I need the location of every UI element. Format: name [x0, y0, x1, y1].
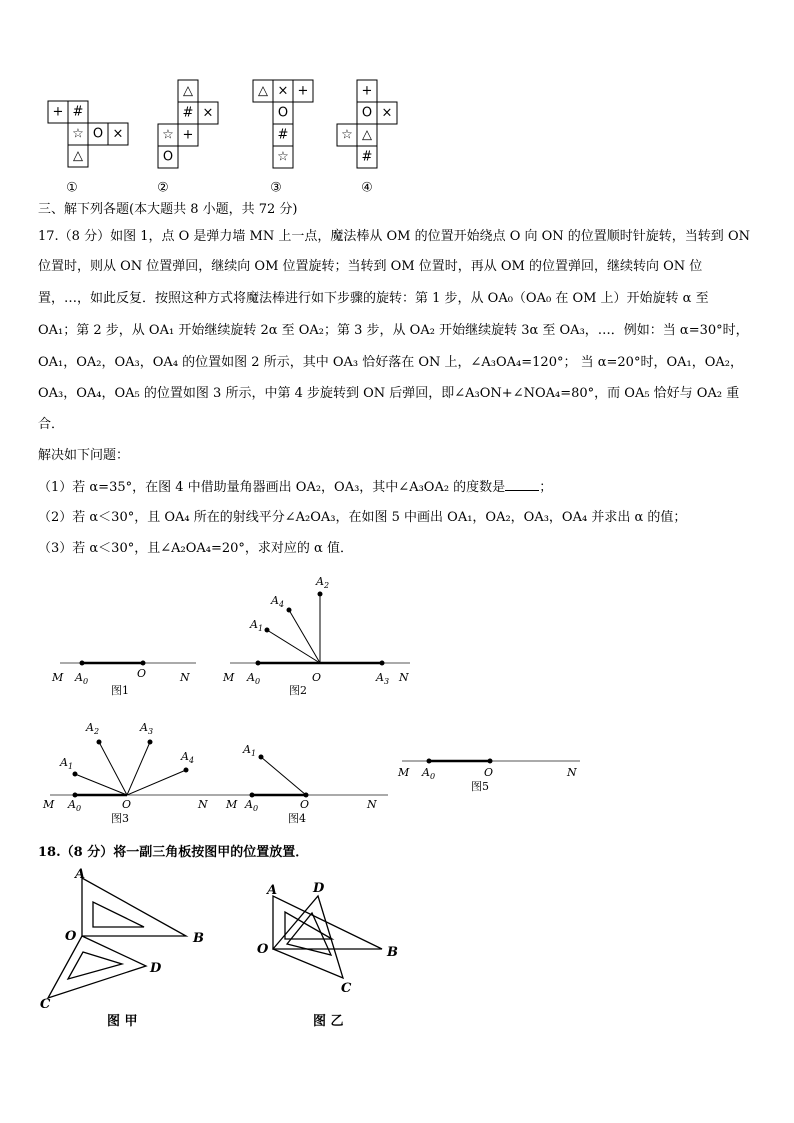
- caption-fig3: 图3: [111, 812, 129, 825]
- label-D: D: [150, 961, 162, 976]
- net4-cell: +: [361, 83, 373, 99]
- label-A1: $A_1$: [60, 756, 74, 771]
- rotation-figures-svg: [0, 570, 794, 830]
- q17-line-7: 合．: [38, 417, 65, 432]
- q17-solve-heading: 解决如下问题：: [38, 448, 130, 463]
- caption-fig4: 图4: [288, 812, 306, 825]
- net3-label: ③: [270, 180, 282, 196]
- caption-fig5: 图5: [471, 780, 489, 793]
- q17-line-3: 置，…，如此反复．按照这种方式将魔法棒进行如下步骤的旋转：第 1 步，从 OA₀（OA₀ 在 OM 上）开始旋转 α 至: [38, 291, 709, 306]
- label-N: N: [567, 766, 577, 779]
- label-A0: $A_0$: [245, 798, 259, 813]
- net4-label: ④: [361, 180, 373, 196]
- net3-cell: ☆: [277, 149, 289, 165]
- label-D: D: [313, 881, 325, 896]
- net2-cell: ☆: [162, 127, 174, 143]
- q17-part-1: [38, 478, 552, 497]
- net1-cell: △: [73, 148, 83, 164]
- triangle-figures: [0, 860, 794, 1040]
- label-A4: $A_4$: [271, 594, 285, 609]
- label-A3: $A_3$: [376, 671, 390, 686]
- section-heading: 三、解下列各题(本大题共 8 小题，共 72 分): [38, 202, 298, 217]
- figure-4: [225, 743, 388, 825]
- label-M: M: [226, 798, 238, 811]
- label-M: M: [398, 766, 410, 779]
- label-B: B: [387, 945, 398, 960]
- caption-jia: 图 甲: [107, 1014, 138, 1029]
- net1-label: ①: [66, 180, 78, 196]
- net3-cell: +: [297, 83, 309, 99]
- figure-2: [222, 575, 410, 697]
- label-A1: $A_1$: [250, 618, 264, 633]
- caption-fig1: 图1: [111, 684, 129, 697]
- net4-cell: △: [362, 127, 372, 143]
- label-A0: $A_0$: [68, 798, 82, 813]
- label-A0: $A_0$: [247, 671, 261, 686]
- net3-cell: ×: [277, 83, 289, 99]
- net4-cell: #: [361, 149, 373, 165]
- label-O: O: [300, 798, 310, 811]
- net2-cell: △: [183, 83, 193, 99]
- q17-part-2: （2）若 α＜30°，且 OA₄ 所在的射线平分∠A₂OA₃，在如图 5 中画出 OA₁，OA₂，OA₃，OA₄ 并求出 α 的值；: [38, 510, 687, 525]
- rotation-figures: [0, 570, 794, 830]
- label-B: B: [193, 931, 204, 946]
- cube-nets-row: [0, 0, 794, 200]
- net4-cell: O: [361, 105, 373, 121]
- net2-cell: ×: [202, 105, 214, 121]
- net4-cell: ☆: [341, 127, 353, 143]
- label-A: A: [267, 883, 278, 898]
- label-A0: $A_0$: [422, 766, 436, 781]
- q17-line-6: OA₃，OA₄，OA₅ 的位置如图 3 所示，中第 4 步旋转到 ON 后弹回，即∠A₃ON+∠NOA₄=80°，而 OA₅ 恰好与 OA₂ 重: [38, 386, 740, 401]
- label-C: C: [40, 997, 51, 1012]
- figure-3: [42, 721, 243, 825]
- net1-cell: ×: [112, 126, 124, 142]
- net3-cell: △: [258, 83, 268, 99]
- net3-cell: #: [277, 127, 289, 143]
- label-A4: $A_4$: [181, 750, 195, 765]
- label-A3: $A_3$: [140, 721, 154, 736]
- label-O: O: [65, 929, 77, 944]
- label-A: A: [75, 867, 86, 882]
- net1-cell: O: [92, 126, 104, 142]
- label-O: O: [122, 798, 132, 811]
- figure-1: [51, 661, 196, 698]
- label-M: M: [52, 671, 64, 684]
- label-A1: $A_1$: [243, 743, 257, 758]
- label-C: C: [341, 981, 352, 996]
- label-A2: $A_2$: [86, 721, 100, 736]
- label-N: N: [180, 671, 190, 684]
- net1-cell: #: [72, 104, 84, 120]
- net1-cell: +: [52, 104, 64, 120]
- label-O: O: [312, 671, 322, 684]
- label-O: O: [137, 667, 147, 680]
- net2-cell: O: [162, 149, 174, 165]
- answer-blank[interactable]: [505, 478, 539, 491]
- label-N: N: [399, 671, 409, 684]
- net2-cell: #: [182, 105, 194, 121]
- q17-part-1-text: （1）若 α=35°，在图 4 中借助量角器画出 OA₂，OA₃，其中∠A₃OA₂ 的度数是: [38, 480, 506, 495]
- label-M: M: [43, 798, 55, 811]
- figure-5: [397, 759, 580, 794]
- q18-text: 18.（8 分）将一副三角板按图甲的位置放置．: [38, 845, 309, 860]
- label-N: N: [198, 798, 208, 811]
- q17-part-3: （3）若 α＜30°，且∠A₂OA₄=20°，求对应的 α 值．: [38, 541, 353, 556]
- q17-line-5: OA₁，OA₂，OA₃，OA₄ 的位置如图 2 所示，其中 OA₃ 恰好落在 ON 上，∠A₃OA₄=120°； 当 α=20°时，OA₁，OA₂，: [38, 355, 743, 370]
- caption-yi: 图 乙: [313, 1014, 344, 1029]
- q17-line-1: 17.（8 分）如图 1，点 O 是弹力墙 MN 上一点，魔法棒从 OM 的位置开始绕点 O 向 ON 的位置顺时针旋转，当转到 ON: [38, 229, 750, 244]
- net2-label: ②: [157, 180, 169, 196]
- label-M: M: [223, 671, 235, 684]
- net3-cell: O: [277, 105, 289, 121]
- caption-fig2: 图2: [289, 684, 307, 697]
- net2-cell: +: [182, 127, 194, 143]
- triangle-figures-svg: [0, 860, 794, 1040]
- q17-line-4: OA₁；第 2 步，从 OA₁ 开始继续旋转 2α 至 OA₂；第 3 步，从 OA₂ 开始继续旋转 3α 至 OA₃，…．例如：当 α=30°时，: [38, 323, 749, 338]
- label-N: N: [367, 798, 377, 811]
- label-A2: $A_2$: [316, 575, 330, 590]
- cube-nets-svg: [0, 0, 794, 200]
- q17-part-1-end: ；: [539, 480, 553, 495]
- figure-yi: [273, 896, 382, 978]
- label-A0: $A_0$: [75, 671, 89, 686]
- net1-cell: ☆: [72, 126, 84, 142]
- q17-line-2: 位置时，则从 ON 位置弹回，继续向 OM 位置旋转；当转到 OM 位置时，再从 OM 的位置弹回，继续转向 ON 位: [38, 259, 703, 274]
- label-O: O: [484, 766, 494, 779]
- net4-cell: ×: [381, 105, 393, 121]
- label-O: O: [257, 942, 269, 957]
